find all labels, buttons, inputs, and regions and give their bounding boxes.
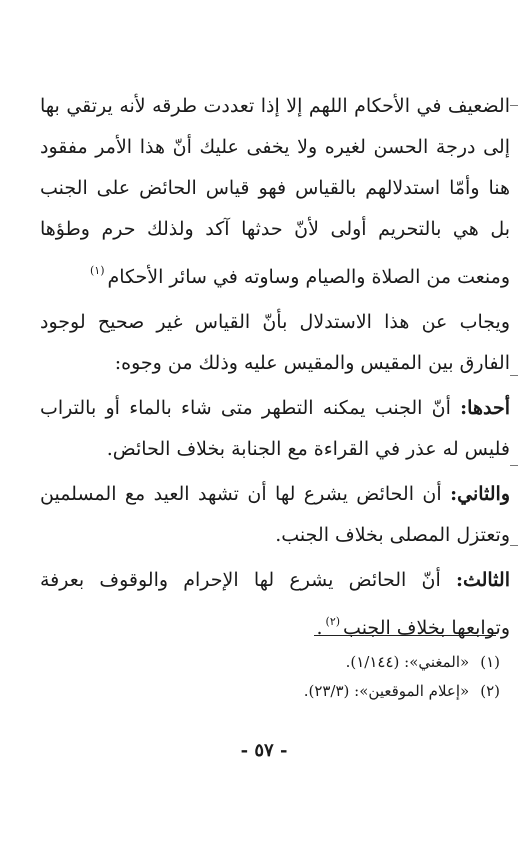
paragraph-lead: والثاني: (450, 483, 510, 505)
footnote-1 (200, 648, 500, 677)
footnote-text: «المغني»: (١/١٤٤). (345, 653, 470, 671)
footnote-number: (١) (480, 653, 500, 671)
paragraph-2 (40, 302, 510, 384)
footnote-text: «إعلام الموقعين»: (٢٣/٣). (303, 682, 470, 700)
paragraph-text: أنّ الحائض يشرع لها الإحرام والوقوف بعرفة وتوابعها بخلاف الجنب (40, 569, 510, 639)
paragraph-lead: أحدها: (460, 397, 510, 419)
page-number: - ٥٧ - (240, 740, 288, 761)
footnote-separator (314, 635, 496, 636)
footnotes (200, 648, 500, 706)
paragraph-1 (40, 86, 510, 298)
paragraph-lead: الثالث: (455, 569, 510, 591)
footnote-number: (٢) (480, 682, 500, 700)
margin-mark (510, 545, 518, 546)
footnote-2 (200, 677, 500, 706)
paragraph-text: أن الحائض يشرع لها أن تشهد العيد مع المسلمين وتعتزل المصلى بخلاف الجنب. (40, 483, 510, 546)
paragraph-text: ويجاب عن هذا الاستدلال بأنّ القياس غير صحيح لوجود الفارق بين المقيس والمقيس عليه وذلك من وجوه: (40, 311, 510, 374)
footnote-ref-2[interactable]: (٢) (325, 615, 341, 628)
paragraph-second-reason (40, 474, 510, 556)
paragraph-end-punctuation: . (316, 617, 323, 639)
footnote-ref-1[interactable]: (١) (89, 264, 105, 277)
margin-mark (510, 105, 518, 106)
margin-mark (510, 465, 518, 466)
paragraph-first-reason (40, 388, 510, 470)
paragraph-text: الضعيف في الأحكام اللهم إلا إذا تعددت طرقه لأنه يرتقي بها إلى درجة الحسن لغيره ولا يخفى عليك أنّ هذا الأمر مفقود هنا وأمّا استدلالهم بالقياس فهو قياس الحائض على الجنب بل هي بالتحريم أولى لأنّ حدثها آكد ولذلك حرم وطؤها ومنعت من الصلاة والصيام وساوته في سائر الأحكام (40, 95, 510, 288)
main-text (40, 86, 510, 649)
margin-mark (510, 375, 518, 376)
paragraph-text: أنّ الجنب يمكنه التطهر متى شاء بالماء أو بالتراب فليس له عذر في القراءة مع الجنابة بخلاف الحائض. (40, 397, 510, 460)
